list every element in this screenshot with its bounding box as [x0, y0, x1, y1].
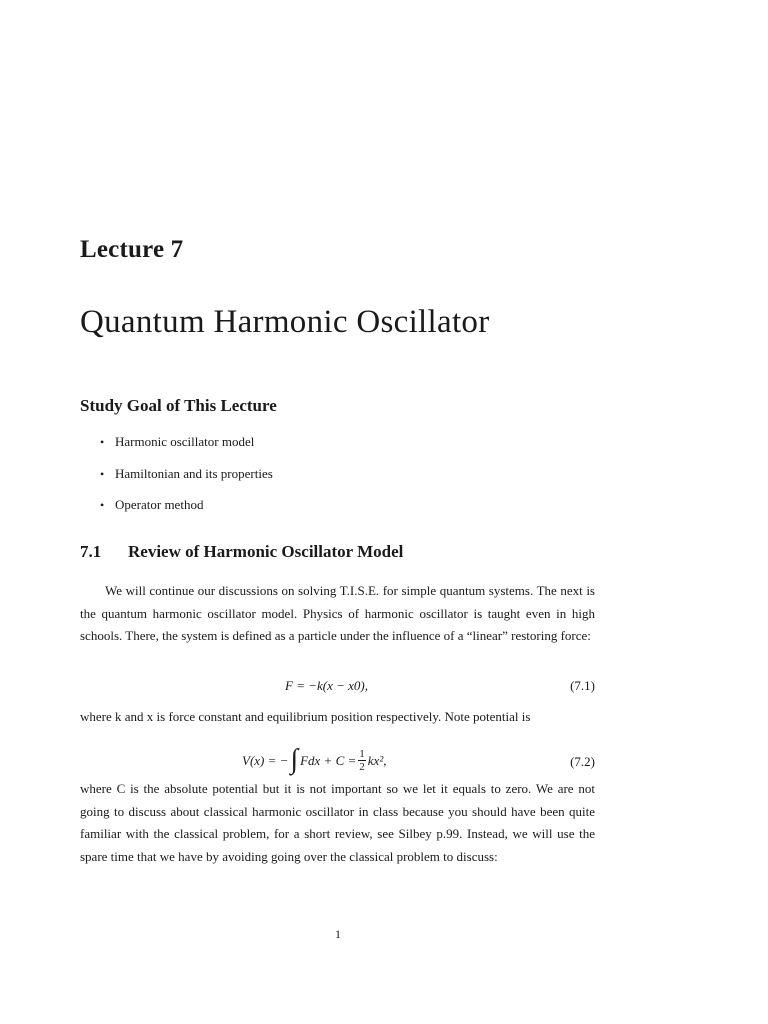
- equation-integrand: Fdx + C =: [300, 752, 357, 768]
- equation-7-1: [80, 678, 595, 698]
- study-goal-list: [100, 433, 273, 528]
- list-item: [100, 465, 273, 497]
- list-item: [100, 496, 273, 528]
- bullet-icon: •: [100, 435, 105, 449]
- fraction: [358, 748, 366, 773]
- lecture-label: Lecture 7: [80, 236, 184, 263]
- list-item: [100, 433, 273, 465]
- equation-body: F = −k(x − x0),: [285, 678, 368, 693]
- equation-7-2: [80, 742, 595, 782]
- fraction-numerator: 1: [359, 748, 365, 760]
- paragraph: We will continue our discussions on solving T.I.S.E. for simple quantum systems. The next is the quantum harmonic oscillator model. Physics of harmonic oscillator is taught even in high schools. There, the system is defined as a particle under the influence of a “linear” restoring force:: [80, 583, 595, 644]
- page-title: Quantum Harmonic Oscillator: [80, 304, 490, 340]
- equation-body: [242, 743, 387, 775]
- list-item-text: Harmonic oscillator model: [115, 434, 255, 449]
- study-goal-heading: Study Goal of This Lecture: [80, 396, 277, 415]
- bullet-icon: •: [100, 498, 105, 512]
- section-number: 7.1: [80, 542, 102, 561]
- equation-number: (7.2): [570, 754, 595, 769]
- paragraph: where k and x is force constant and equilibrium position respectively. Note potential is: [80, 709, 531, 724]
- page-number: 1: [335, 927, 341, 941]
- equation-rhs: kx²,: [367, 752, 387, 768]
- section-title: Review of Harmonic Oscillator Model: [128, 542, 404, 561]
- section-heading: [80, 542, 403, 562]
- equation-lhs: V(x) = −: [242, 752, 289, 768]
- list-item-text: Hamiltonian and its properties: [115, 465, 273, 481]
- integral-icon: ∫: [290, 743, 299, 775]
- list-item-text: Operator method: [115, 497, 204, 512]
- paragraph: where C is the absolute potential but it is not important so we let it equals to zero. We are not going to discuss about classical harmonic oscillator in class because you should have been quite familiar with the classical problem, for a short review, see Silbey p.99. Instead, we will use the spare time that we have by avoiding going over the classical problem to discuss:: [80, 781, 595, 864]
- bullet-icon: •: [100, 466, 105, 481]
- fraction-denominator: 2: [359, 761, 365, 773]
- equation-number: (7.1): [570, 678, 595, 693]
